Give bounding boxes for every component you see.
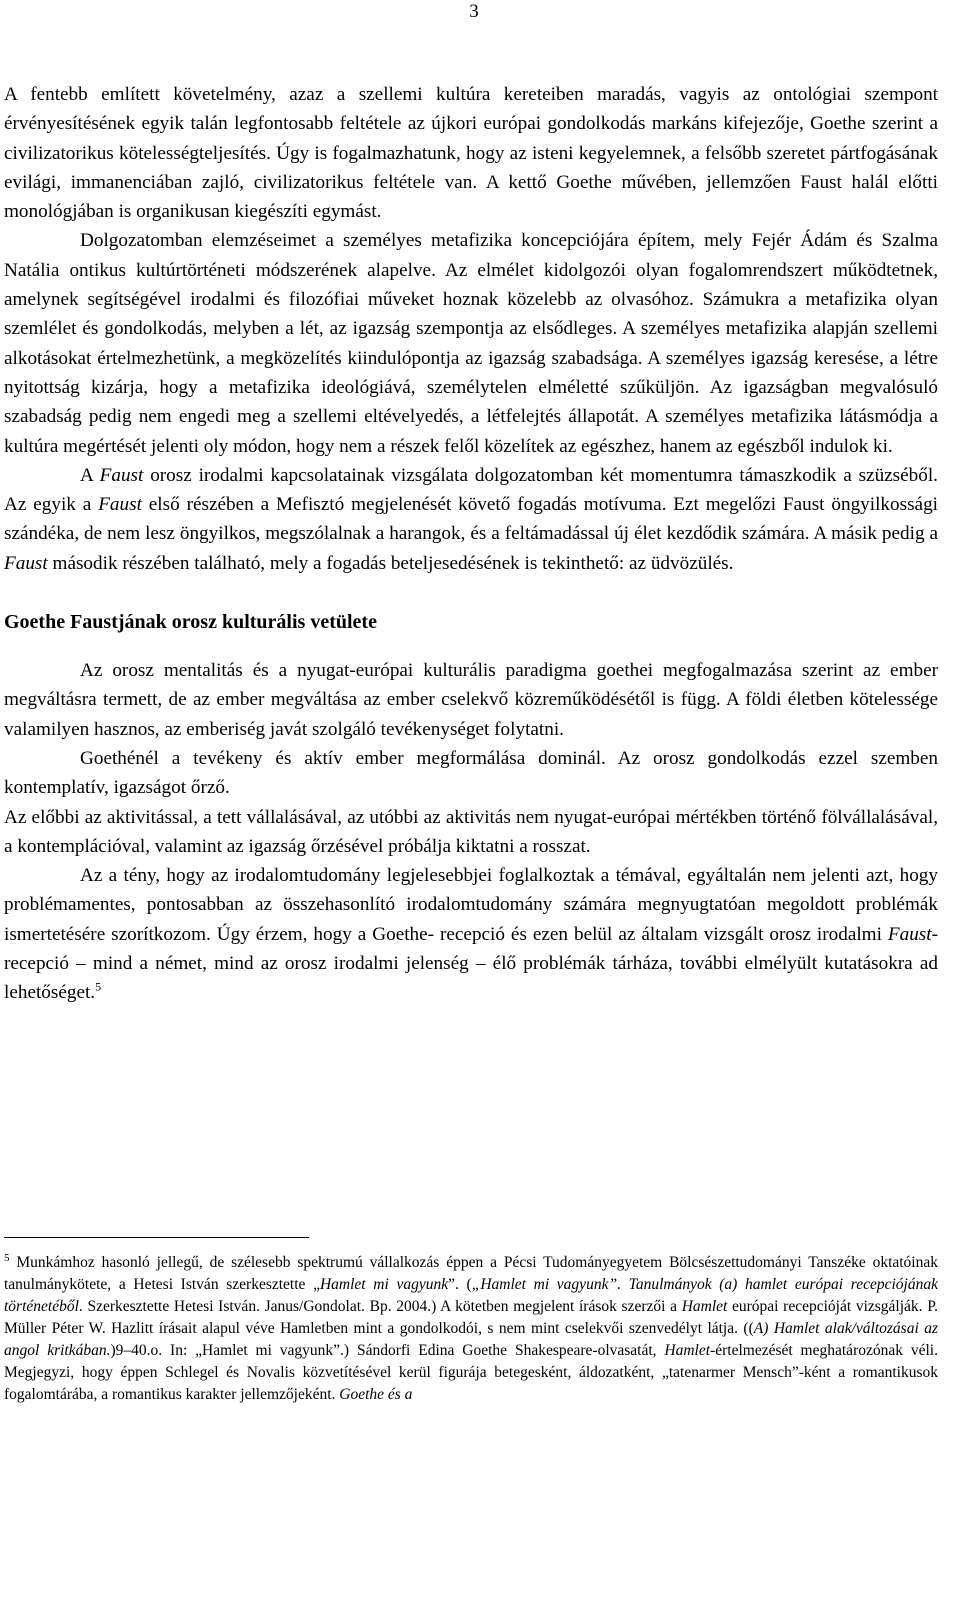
paragraph bbox=[4, 803, 938, 862]
text-segment: első részében a Mefisztó megjelenését követő fogadás motívuma. Ezt megelőzi Faust öngyilkossági szándéka, de nem lesz öngyilkos, megszólalnak a harangok, és a feltámadással új élet kezdődik számára. A másik pedig a bbox=[4, 494, 938, 545]
paragraph bbox=[4, 80, 938, 226]
text-segment: . Szerkesztette Hetesi István. Janus/Gondolat. Bp. 2004.) A kötetben megjelent írások szerzői a bbox=[78, 1298, 682, 1315]
italic-text: „Hamlet mi vagyunk”. Tanulmányok (a) hamlet európai recepciójának történetéből bbox=[4, 1276, 938, 1315]
text-segment: A fentebb említett követelmény, azaz a szellemi kultúra kereteiben maradás, vagyis az ontológiai szempont érvényesítésének egyik talán legfontosabb feltétele az újkori európai gondolkodás markáns kifejezője, Goethe szerint a civilizatorikus kötelességteljesítés. Úgy is fogalmazhatunk, hogy az isteni kegyelemnek, a felsőbb szeretet pártfogásának evilági, immanenciában zajló, civilizatorikus feltétele van. A kettő Goethe művében, jellemzően Faust halál előtti monológjában is organikusan kiegészíti egymást. bbox=[4, 84, 938, 223]
text-segment: Goethénél a tevékeny és aktív ember megformálása dominál. Az orosz gondolkodás ezzel szemben kontemplatív, igazságot őrző. bbox=[4, 747, 938, 799]
italic-text: Faust bbox=[887, 923, 932, 945]
italic-text: Faust bbox=[4, 552, 48, 574]
paragraph bbox=[4, 656, 938, 744]
footnote-separator bbox=[4, 1237, 309, 1238]
page-number: 3 bbox=[469, 1, 479, 22]
text-segment: Az orosz mentalitás és a nyugat-európai kulturális paradigma goethei megfogalmazása szerint az ember megváltásra termett, de az ember megváltása az ember cselekvő közreműködésétől is függ. A földi életben kötelessége valamilyen hasznos, az emberiség javát szolgáló tevékenységet folytatni. bbox=[4, 660, 938, 740]
paragraph bbox=[4, 861, 938, 1007]
italic-text: Faust bbox=[99, 464, 144, 486]
text-segment: második részében található, mely a fogadás beteljesedésének is tekinthető: az üdvözülés. bbox=[47, 552, 734, 574]
text-segment: Munkámhoz hasonló jellegű, de szélesebb spektrumú vállalkozás éppen a Pécsi Tudományegyetem Bölcsészettudományi Tanszéke oktatóinak tanulmánykötete, a Hetesi István szerkesztette „ bbox=[4, 1254, 938, 1293]
text-segment: európai recepcióját vizsgálják. P. Müller Péter W. Hazlitt írásait alapul véve Hamletben mint a gondolkodói, s nem mint cselekvői szenvedélyt látja. (( bbox=[4, 1298, 939, 1337]
paragraph bbox=[4, 461, 938, 578]
italic-text: Hamlet mi vagyunk bbox=[319, 1276, 449, 1293]
italic-text: Faust bbox=[98, 494, 142, 516]
footnote bbox=[4, 1252, 938, 1406]
text-segment: A bbox=[80, 464, 100, 486]
section-heading: Goethe Faustjának orosz kulturális vetülete bbox=[4, 611, 377, 634]
text-segment: orosz irodalmi kapcsolatainak vizsgálata dolgozatomban két momentumra támaszkodik a szüzséből. Az egyik a bbox=[4, 464, 938, 516]
text-segment: ”. ( bbox=[448, 1276, 472, 1293]
italic-text: Hamlet bbox=[664, 1342, 711, 1359]
text-segment: )9–40.o. In: „Hamlet mi vagyunk”.) Sándorfi Edina Goethe Shakespeare-olvasatát, bbox=[110, 1342, 665, 1359]
text-segment: -értelmezését meghatározónak véli. Megjegyzi, hogy éppen Schlegel és Novalis közvetítésével kerül figurája betegesként, áldozatként, „tatenarmer Mensch”-ként a romantikusok fogalomtárába, a romantikus karakter jellemzőjeként. bbox=[4, 1342, 938, 1403]
text-segment: Az előbbi az aktivitással, a tett vállalásával, az utóbbi az aktivitás nem nyugat-európai mértékben történő fölvállalásával, a kontemplációval, valamint az igazság őrzésével próbálja kiktatni a rosszat. bbox=[4, 806, 938, 857]
italic-text: Goethe és a bbox=[339, 1386, 413, 1403]
text-segment: Dolgozatomban elemzéseimet a személyes metafizika koncepciójára építem, mely Fejér Ádám és Szalma Natália ontikus kultúrtörténeti módszerének alapelve. Az elmélet kidolgozói olyan fogalomrendszert működtetnek, amelynek segítségével irodalmi és filozófiai műveket hoznak közelebb az olvasóhoz. Számukra a metafizika olyan szemlélet és gondolkodás, melyben a lét, az igazság szempontja az elsődleges. A személyes metafizika alapján szellemi alkotásokat értelmezhetünk, a megközelítés kiindulópontja az igazság szabadsága. A személyes igazság keresése, a létre nyitottság kizárja, hogy a metafizika ideológiává, személytelen elméletté szűküljön. Az igazságban megvalósuló szabadság pedig nem engedi meg a szellemi eltévelyedés, a létfelejtés állapotát. A személyes metafizika látásmódja a kultúra megértését jelenti oly módon, hogy nem a részek felől közelítek az egészhez, hanem az egészből indulok ki. bbox=[4, 230, 938, 457]
footnote-reference: 5 bbox=[95, 979, 102, 994]
text-segment: Az a tény, hogy az irodalomtudomány legjelesebbjei foglalkoztak a témával, egyáltalán nem jelenti azt, hogy problémamentes, pontosabban az összehasonlító irodalomtudomány számára megnyugtatóan megoldott problémák ismertetésére szorítkozom. Úgy érzem, hogy a Goethe- recepció és ezen belül az általam vizsgált orosz irodalmi bbox=[4, 865, 938, 945]
paragraph bbox=[4, 226, 938, 460]
italic-text: Hamlet bbox=[681, 1298, 728, 1315]
section-intro bbox=[4, 80, 938, 578]
text-segment: -recepció – mind a német, mind az orosz irodalmi jelenség – élő problémák tárháza, további elmélyült kutatásokra ad lehetőséget. bbox=[4, 923, 938, 1004]
italic-text: A) Hamlet alak/változásai az angol kritkában. bbox=[4, 1320, 938, 1359]
paragraph bbox=[4, 744, 938, 803]
footnote-area bbox=[4, 1237, 938, 1406]
footnote-number: 5 bbox=[4, 1251, 10, 1264]
document-body bbox=[4, 80, 938, 1008]
section-russian-reception bbox=[4, 656, 938, 1008]
